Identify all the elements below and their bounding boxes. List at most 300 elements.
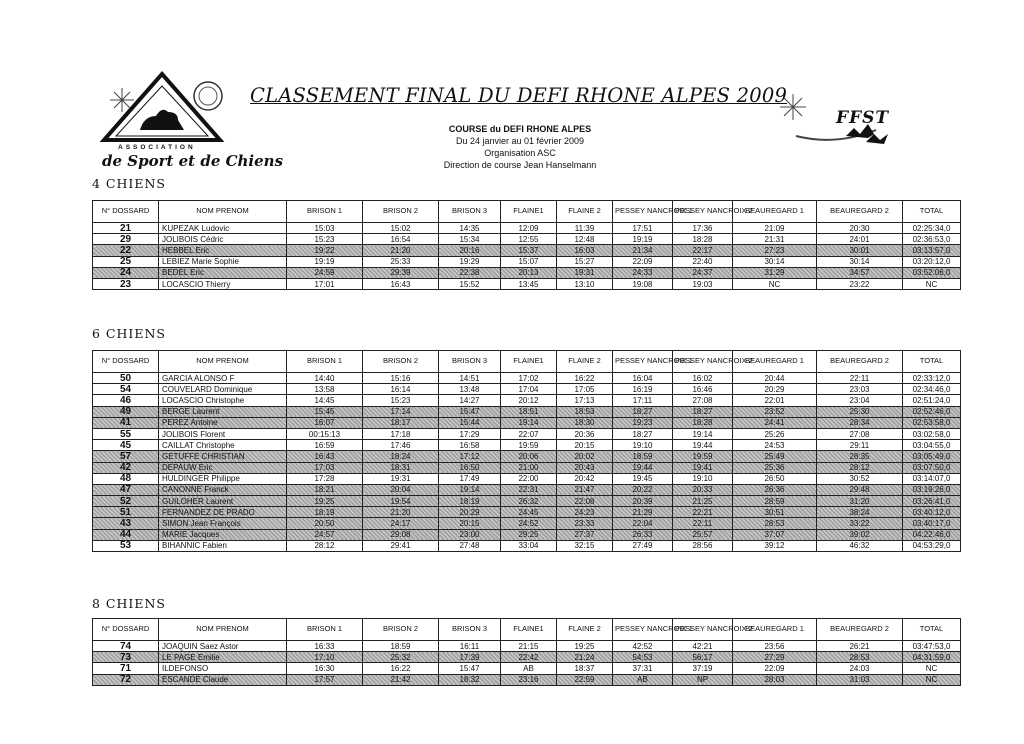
- time-cell: 16:22: [363, 663, 439, 674]
- time-cell: 19:03: [673, 278, 733, 289]
- time-cell: 15:23: [287, 234, 363, 245]
- time-cell: 16:30: [287, 663, 363, 674]
- time-cell: 17:04: [501, 384, 557, 395]
- name-cell: FERNANDEZ DE PRADO: [159, 507, 287, 518]
- time-cell: 18:28: [673, 234, 733, 245]
- time-cell: 39:12: [733, 540, 817, 551]
- time-cell: 21:47: [557, 484, 613, 495]
- name-cell: JOAQUIN Saez Astor: [159, 641, 287, 652]
- time-cell: 18:51: [501, 406, 557, 417]
- column-header: BEAUREGARD 1: [733, 619, 817, 641]
- time-cell: 16:14: [363, 384, 439, 395]
- time-cell: 19:19: [287, 256, 363, 267]
- time-cell: 21:29: [613, 507, 673, 518]
- time-cell: 25:32: [363, 652, 439, 663]
- time-cell: 25:30: [817, 406, 903, 417]
- column-header: FLAINE1: [501, 351, 557, 373]
- name-cell: COUVELARD Dominique: [159, 384, 287, 395]
- results-table-6-chiens: [92, 350, 961, 552]
- name-cell: LE PAGE Emilie: [159, 652, 287, 663]
- time-cell: 25:33: [363, 256, 439, 267]
- time-cell: 20:50: [287, 518, 363, 529]
- table-row: [93, 462, 961, 473]
- time-cell: 17:57: [287, 674, 363, 685]
- dossard-cell: 46: [93, 395, 159, 406]
- time-cell: 15:34: [439, 234, 501, 245]
- column-header: FLAINE1: [501, 619, 557, 641]
- table-header-row: [93, 201, 961, 223]
- time-cell: 20:36: [557, 428, 613, 439]
- time-cell: 17:28: [287, 473, 363, 484]
- time-cell: 17:51: [613, 223, 673, 234]
- dossard-cell: 25: [93, 256, 159, 267]
- name-cell: GETUFFE CHRISTIAN: [159, 451, 287, 462]
- name-cell: HULDINGER Philippe: [159, 473, 287, 484]
- time-cell: 17:02: [501, 373, 557, 384]
- time-cell: 27:23: [733, 245, 817, 256]
- time-cell: 23:22: [817, 278, 903, 289]
- name-cell: JOLIBOIS Florent: [159, 428, 287, 439]
- name-cell: LEBIEZ Marie Sophie: [159, 256, 287, 267]
- name-cell: CAILLAT Christophe: [159, 440, 287, 451]
- time-cell: 21:24: [557, 652, 613, 663]
- time-cell: 17:46: [363, 440, 439, 451]
- time-cell: 42:21: [673, 641, 733, 652]
- time-cell: 24:45: [501, 507, 557, 518]
- name-cell: HEBBEL Eric: [159, 245, 287, 256]
- time-cell: 34:57: [817, 267, 903, 278]
- total-cell: 02:53:58,0: [903, 417, 961, 428]
- table-row: [93, 451, 961, 462]
- dossard-cell: 41: [93, 417, 159, 428]
- column-header: N° DOSSARD: [93, 351, 159, 373]
- time-cell: 22:42: [501, 652, 557, 663]
- column-header: BRISON 1: [287, 201, 363, 223]
- time-cell: 32:15: [557, 540, 613, 551]
- time-cell: 25:26: [733, 428, 817, 439]
- dossard-cell: 71: [93, 663, 159, 674]
- time-cell: 16:03: [557, 245, 613, 256]
- name-cell: SIMON Jean François: [159, 518, 287, 529]
- time-cell: 19:14: [501, 417, 557, 428]
- time-cell: 27:48: [439, 540, 501, 551]
- time-cell: 13:58: [287, 384, 363, 395]
- total-cell: 03:20:12,0: [903, 256, 961, 267]
- column-header: NOM PRENOM: [159, 351, 287, 373]
- dossard-cell: 73: [93, 652, 159, 663]
- time-cell: 16:46: [673, 384, 733, 395]
- name-cell: BEDEL Eric: [159, 267, 287, 278]
- time-cell: 22:01: [733, 395, 817, 406]
- time-cell: 11:39: [557, 223, 613, 234]
- time-cell: 19:59: [673, 451, 733, 462]
- association-name: de Sport et de Chiens: [102, 152, 284, 170]
- time-cell: AB: [501, 663, 557, 674]
- name-cell: GUILOHER Laurent: [159, 496, 287, 507]
- total-cell: 03:19:26,0: [903, 484, 961, 495]
- total-cell: 03:40:12,0: [903, 507, 961, 518]
- time-cell: 19:44: [613, 462, 673, 473]
- total-cell: 02:52:46,0: [903, 406, 961, 417]
- dossard-cell: 53: [93, 540, 159, 551]
- total-cell: 02:25:34,0: [903, 223, 961, 234]
- time-cell: 22:31: [501, 484, 557, 495]
- time-cell: 27:49: [613, 540, 673, 551]
- time-cell: 24:33: [613, 267, 673, 278]
- time-cell: 23:52: [733, 406, 817, 417]
- column-header: BRISON 2: [363, 619, 439, 641]
- time-cell: 20:33: [673, 484, 733, 495]
- time-cell: 22:11: [673, 518, 733, 529]
- column-header: BRISON 1: [287, 351, 363, 373]
- time-cell: 17:03: [287, 462, 363, 473]
- name-cell: BIHANNIC Fabien: [159, 540, 287, 551]
- table-row: [93, 507, 961, 518]
- name-cell: GARCIA ALONSO F: [159, 373, 287, 384]
- time-cell: 28:53: [817, 652, 903, 663]
- table-row: [93, 278, 961, 289]
- time-cell: 16:33: [287, 641, 363, 652]
- time-cell: 17:13: [557, 395, 613, 406]
- time-cell: 16:54: [363, 234, 439, 245]
- time-cell: 18:27: [613, 428, 673, 439]
- total-cell: 03:52:06,0: [903, 267, 961, 278]
- time-cell: 19:59: [501, 440, 557, 451]
- time-cell: 19:44: [673, 440, 733, 451]
- time-cell: 22:00: [501, 473, 557, 484]
- time-cell: 24:59: [287, 267, 363, 278]
- time-cell: 28:12: [287, 540, 363, 551]
- time-cell: 15:27: [557, 256, 613, 267]
- column-header: TOTAL: [903, 619, 961, 641]
- time-cell: 12:55: [501, 234, 557, 245]
- time-cell: 17:14: [363, 406, 439, 417]
- time-cell: 18:19: [287, 507, 363, 518]
- time-cell: 16:59: [287, 440, 363, 451]
- time-cell: 33:04: [501, 540, 557, 551]
- time-cell: 19:23: [613, 417, 673, 428]
- table-row: [93, 373, 961, 384]
- column-header: N° DOSSARD: [93, 619, 159, 641]
- time-cell: 19:08: [613, 278, 673, 289]
- time-cell: 20:22: [613, 484, 673, 495]
- time-cell: 20:30: [817, 223, 903, 234]
- time-cell: 16:50: [439, 462, 501, 473]
- time-cell: 19:22: [287, 245, 363, 256]
- total-cell: 02:34:46,0: [903, 384, 961, 395]
- total-cell: 03:14:07,0: [903, 473, 961, 484]
- time-cell: 23:56: [733, 641, 817, 652]
- total-cell: 02:51:24,0: [903, 395, 961, 406]
- time-cell: 26:21: [817, 641, 903, 652]
- time-cell: 19:25: [287, 496, 363, 507]
- column-header: PESSEY NANCROIX 2: [673, 201, 733, 223]
- time-cell: 19:31: [557, 267, 613, 278]
- table-row: [93, 440, 961, 451]
- organisation: Organisation ASC: [484, 148, 556, 158]
- time-cell: 24:53: [733, 440, 817, 451]
- column-header: TOTAL: [903, 351, 961, 373]
- name-cell: LOCASCIO Thierry: [159, 278, 287, 289]
- time-cell: 19:19: [613, 234, 673, 245]
- time-cell: 15:07: [501, 256, 557, 267]
- time-cell: 14:27: [439, 395, 501, 406]
- course-name: [390, 124, 650, 135]
- time-cell: 22:09: [733, 663, 817, 674]
- total-cell: 03:26:41,0: [903, 496, 961, 507]
- time-cell: 16:19: [613, 384, 673, 395]
- course-dates: Du 24 janvier au 01 février 2009: [455, 136, 585, 146]
- table-row: [93, 234, 961, 245]
- time-cell: 26:32: [501, 496, 557, 507]
- time-cell: 21:31: [733, 234, 817, 245]
- total-cell: NC: [903, 278, 961, 289]
- time-cell: 22:38: [439, 267, 501, 278]
- dossard-cell: 52: [93, 496, 159, 507]
- time-cell: 14:45: [287, 395, 363, 406]
- time-cell: 20:39: [613, 496, 673, 507]
- dossard-cell: 29: [93, 234, 159, 245]
- page-title: CLASSEMENT FINAL DU DEFI RHONE ALPES 2009: [250, 84, 788, 107]
- dossard-cell: 50: [93, 373, 159, 384]
- time-cell: 17:01: [287, 278, 363, 289]
- ffst-logo-text: FFST: [836, 108, 890, 128]
- total-cell: 04:22:46,0: [903, 529, 961, 540]
- time-cell: 14:51: [439, 373, 501, 384]
- time-cell: 21:15: [501, 641, 557, 652]
- time-cell: 16:02: [673, 373, 733, 384]
- time-cell: 28:59: [733, 496, 817, 507]
- time-cell: 23:03: [817, 384, 903, 395]
- time-cell: 20:15: [439, 518, 501, 529]
- column-header: BEAUREGARD 1: [733, 201, 817, 223]
- time-cell: 19:10: [673, 473, 733, 484]
- time-cell: 54:53: [613, 652, 673, 663]
- time-cell: 37:31: [613, 663, 673, 674]
- time-cell: 20:44: [733, 373, 817, 384]
- time-cell: 30:14: [733, 256, 817, 267]
- name-cell: KUPEZAK Ludovic: [159, 223, 287, 234]
- time-cell: 15:47: [439, 663, 501, 674]
- time-cell: 17:10: [287, 652, 363, 663]
- time-cell: 28:12: [817, 462, 903, 473]
- time-cell: 18:31: [363, 462, 439, 473]
- time-cell: 20:04: [363, 484, 439, 495]
- time-cell: 00:15:13: [287, 428, 363, 439]
- time-cell: 24:23: [557, 507, 613, 518]
- time-cell: 16:22: [557, 373, 613, 384]
- table-row: [93, 417, 961, 428]
- time-cell: 15:02: [363, 223, 439, 234]
- time-cell: 14:35: [439, 223, 501, 234]
- dossard-cell: 57: [93, 451, 159, 462]
- time-cell: 42:52: [613, 641, 673, 652]
- time-cell: 17:36: [673, 223, 733, 234]
- time-cell: 18:59: [613, 451, 673, 462]
- time-cell: 22:11: [817, 373, 903, 384]
- time-cell: 26:33: [613, 529, 673, 540]
- dossard-cell: 42: [93, 462, 159, 473]
- time-cell: 17:39: [439, 652, 501, 663]
- time-cell: AB: [613, 674, 673, 685]
- table-row: [93, 484, 961, 495]
- time-cell: 19:25: [557, 641, 613, 652]
- table-row: [93, 641, 961, 652]
- time-cell: 15:03: [287, 223, 363, 234]
- time-cell: 21:20: [363, 245, 439, 256]
- time-cell: 21:34: [613, 245, 673, 256]
- column-header: BRISON 2: [363, 351, 439, 373]
- total-cell: 03:47:53,0: [903, 641, 961, 652]
- time-cell: 29:08: [363, 529, 439, 540]
- time-cell: 20:02: [557, 451, 613, 462]
- time-cell: 20:43: [557, 462, 613, 473]
- column-header: NOM PRENOM: [159, 201, 287, 223]
- time-cell: 23:04: [817, 395, 903, 406]
- name-cell: DEPAUW Eric: [159, 462, 287, 473]
- section-title-4-chiens: 4 CHIENS: [92, 176, 166, 191]
- dossard-cell: 54: [93, 384, 159, 395]
- time-cell: 23:00: [439, 529, 501, 540]
- time-cell: 15:45: [287, 406, 363, 417]
- table-row: [93, 395, 961, 406]
- time-cell: 17:29: [439, 428, 501, 439]
- table-row: [93, 473, 961, 484]
- column-header: FLAINE1: [501, 201, 557, 223]
- table-row: [93, 223, 961, 234]
- total-cell: 03:40:17,0: [903, 518, 961, 529]
- total-cell: 02:33:12,0: [903, 373, 961, 384]
- dossard-cell: 43: [93, 518, 159, 529]
- time-cell: 28:35: [817, 451, 903, 462]
- time-cell: 19:14: [439, 484, 501, 495]
- time-cell: 37:07: [733, 529, 817, 540]
- column-header: TOTAL: [903, 201, 961, 223]
- table-row: [93, 518, 961, 529]
- time-cell: 16:43: [363, 278, 439, 289]
- table-row: [93, 384, 961, 395]
- time-cell: 28:56: [673, 540, 733, 551]
- association-label: ASSOCIATION: [118, 144, 196, 151]
- time-cell: 22:09: [613, 256, 673, 267]
- column-header: NOM PRENOM: [159, 619, 287, 641]
- time-cell: 25:36: [733, 462, 817, 473]
- dossard-cell: 49: [93, 406, 159, 417]
- time-cell: 16:11: [439, 641, 501, 652]
- dossard-cell: 22: [93, 245, 159, 256]
- time-cell: 27:29: [733, 652, 817, 663]
- dossard-cell: 72: [93, 674, 159, 685]
- time-cell: 15:23: [363, 395, 439, 406]
- time-cell: 21:00: [501, 462, 557, 473]
- table-row: [93, 540, 961, 551]
- time-cell: 18:27: [673, 406, 733, 417]
- time-cell: 24:03: [817, 663, 903, 674]
- table-row: [93, 428, 961, 439]
- name-cell: ILDEFONSO: [159, 663, 287, 674]
- column-header: BEAUREGARD 2: [817, 619, 903, 641]
- column-header: BRISON 3: [439, 351, 501, 373]
- time-cell: 16:58: [439, 440, 501, 451]
- time-cell: 22:07: [501, 428, 557, 439]
- time-cell: 27:08: [673, 395, 733, 406]
- column-header: PESSEY NANCROIX 2: [673, 351, 733, 373]
- total-cell: 03:07:50,0: [903, 462, 961, 473]
- total-cell: NC: [903, 663, 961, 674]
- time-cell: 24:57: [287, 529, 363, 540]
- time-cell: 16:07: [287, 417, 363, 428]
- time-cell: 17:12: [439, 451, 501, 462]
- time-cell: 20:06: [501, 451, 557, 462]
- time-cell: 13:10: [557, 278, 613, 289]
- time-cell: 46:32: [817, 540, 903, 551]
- time-cell: 37:19: [673, 663, 733, 674]
- time-cell: 25:57: [673, 529, 733, 540]
- time-cell: 17:49: [439, 473, 501, 484]
- time-cell: 26:50: [733, 473, 817, 484]
- time-cell: 29:41: [363, 540, 439, 551]
- time-cell: 20:29: [439, 507, 501, 518]
- time-cell: 18:59: [363, 641, 439, 652]
- dossard-cell: 24: [93, 267, 159, 278]
- column-header: BEAUREGARD 1: [733, 351, 817, 373]
- time-cell: 29:25: [501, 529, 557, 540]
- time-cell: 19:10: [613, 440, 673, 451]
- time-cell: 22:08: [557, 496, 613, 507]
- table-row: [93, 674, 961, 685]
- table-row: [93, 245, 961, 256]
- time-cell: 38:24: [817, 507, 903, 518]
- course-director: Direction de course Jean Hanselmann: [443, 160, 597, 170]
- column-header: BEAUREGARD 2: [817, 351, 903, 373]
- table-row: [93, 256, 961, 267]
- time-cell: 28:03: [733, 674, 817, 685]
- column-header: FLAINE 2: [557, 351, 613, 373]
- time-cell: 31:29: [733, 267, 817, 278]
- total-cell: 04:31:59,0: [903, 652, 961, 663]
- column-header: BEAUREGARD 2: [817, 201, 903, 223]
- results-table-8-chiens: [92, 618, 961, 686]
- time-cell: 18:28: [673, 417, 733, 428]
- time-cell: 20:16: [439, 245, 501, 256]
- time-cell: 20:12: [501, 395, 557, 406]
- table-row: [93, 406, 961, 417]
- time-cell: NP: [673, 674, 733, 685]
- section-title-8-chiens: 8 CHIENS: [92, 596, 166, 611]
- total-cell: 03:02:58,0: [903, 428, 961, 439]
- results-table-4-chiens: [92, 200, 961, 290]
- time-cell: 56:17: [673, 652, 733, 663]
- time-cell: 29:48: [817, 484, 903, 495]
- dossard-cell: 23: [93, 278, 159, 289]
- time-cell: 23:16: [501, 674, 557, 685]
- time-cell: 21:20: [363, 507, 439, 518]
- time-cell: 24:52: [501, 518, 557, 529]
- time-cell: 12:09: [501, 223, 557, 234]
- table-header-row: [93, 351, 961, 373]
- name-cell: MARIE Jacques: [159, 529, 287, 540]
- time-cell: 22:59: [557, 674, 613, 685]
- time-cell: 19:14: [673, 428, 733, 439]
- table-header-row: [93, 619, 961, 641]
- dossard-cell: 48: [93, 473, 159, 484]
- time-cell: 30:51: [733, 507, 817, 518]
- table-row: [93, 496, 961, 507]
- time-cell: 18:19: [439, 496, 501, 507]
- column-header: BRISON 2: [363, 201, 439, 223]
- time-cell: 19:29: [439, 256, 501, 267]
- column-header: N° DOSSARD: [93, 201, 159, 223]
